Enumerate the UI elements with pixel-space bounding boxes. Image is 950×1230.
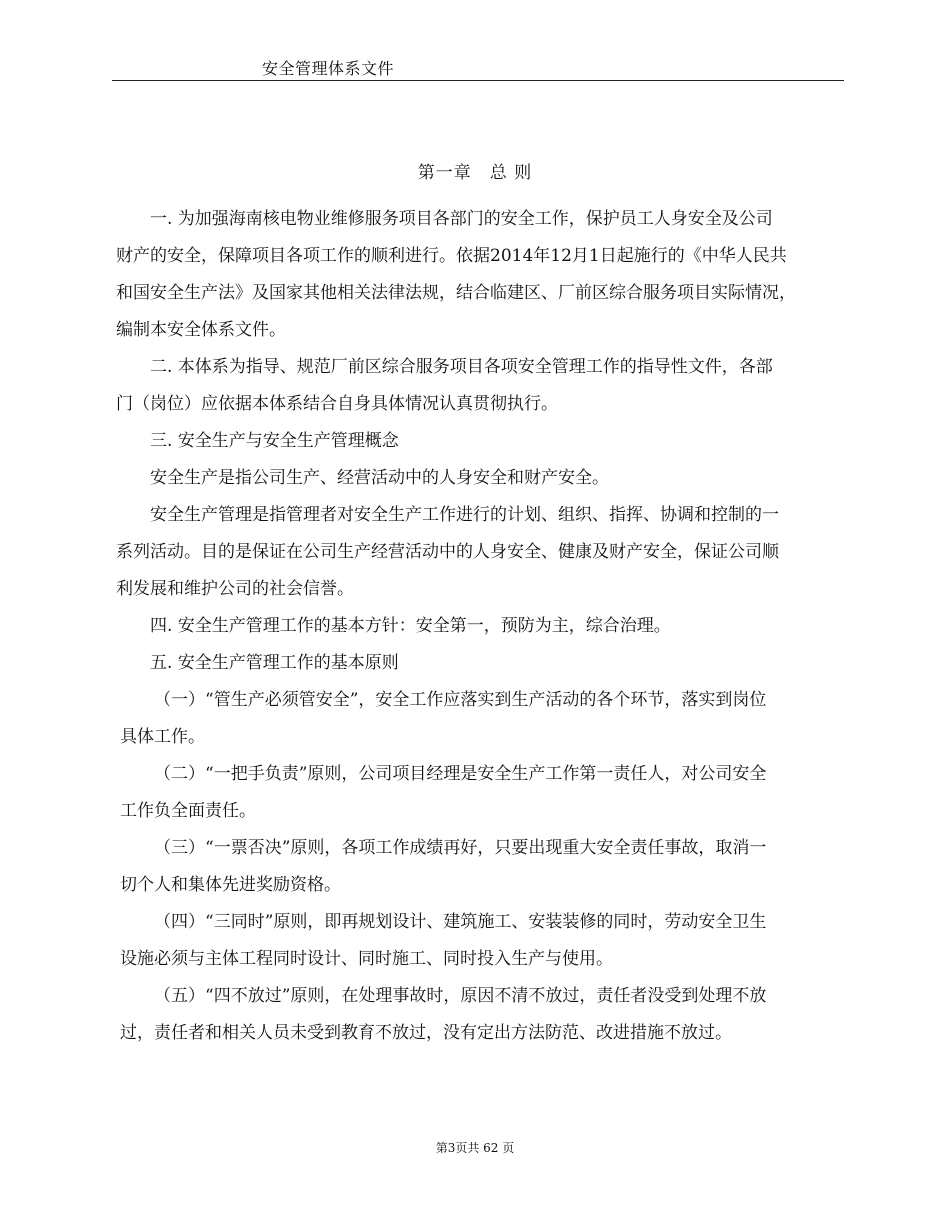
page-number: 第3页共 62 页 bbox=[435, 1141, 515, 1155]
text-line: 二. 本体系为指导、规范厂前区综合服务项目各项安全管理工作的指导性文件，各部 bbox=[150, 357, 773, 377]
text-line: 财产的安全，保障项目各项工作的顺利进行。依据2014年12月1日起施行的《中华人民共 bbox=[116, 246, 787, 266]
text-line: 过，责任者和相关人员未受到教育不放过，没有定出方法防范、改进措施不放过。 bbox=[120, 1023, 732, 1043]
text-line: 门（岗位）应依据本体系结合自身具体情况认真贯彻执行。 bbox=[116, 394, 558, 414]
text-line: 设施必须与主体工程同时设计、同时施工、同时投入生产与使用。 bbox=[120, 949, 613, 969]
text-line: 安全生产管理是指管理者对安全生产工作进行的计划、组织、指挥、协调和控制的一 bbox=[150, 505, 779, 525]
text-line: 利发展和维护公司的社会信誉。 bbox=[116, 579, 354, 599]
text-line: （三）“一票否决”原则，各项工作成绩再好，只要出现重大安全责任事故，取消一 bbox=[154, 838, 767, 858]
chapter-title: 第一章 总 则 bbox=[417, 163, 533, 183]
text-line: 一. 为加强海南核电物业维修服务项目各部门的安全工作，保护员工人身安全及公司 bbox=[150, 209, 773, 229]
header-divider bbox=[112, 80, 844, 81]
header-title: 安全管理体系文件 bbox=[262, 59, 395, 78]
text-line: 安全生产是指公司生产、经营活动中的人身安全和财产安全。 bbox=[150, 468, 609, 488]
text-line: 五. 安全生产管理工作的基本原则 bbox=[150, 653, 399, 673]
text-line: 四. 安全生产管理工作的基本方针：安全第一，预防为主，综合治理。 bbox=[150, 616, 671, 636]
text-line: 具体工作。 bbox=[120, 727, 205, 747]
text-line: （四）“三同时”原则，即再规划设计、建筑施工、安装装修的同时，劳动安全卫生 bbox=[154, 912, 767, 932]
text-line: （一）“管生产必须管安全”，安全工作应落实到生产活动的各个环节，落实到岗位 bbox=[154, 690, 767, 710]
text-line: 三. 安全生产与安全生产管理概念 bbox=[150, 431, 399, 451]
text-line: 系列活动。目的是保证在公司生产经营活动中的人身安全、健康及财产安全，保证公司顺 bbox=[116, 542, 779, 562]
text-line: （五）“四不放过”原则，在处理事故时，原因不清不放过，责任者没受到处理不放 bbox=[154, 986, 767, 1006]
text-line: （二）“一把手负责”原则，公司项目经理是安全生产工作第一责任人，对公司安全 bbox=[154, 764, 767, 784]
text-line: 和国安全生产法》及国家其他相关法律法规，结合临建区、厂前区综合服务项目实际情况， bbox=[116, 283, 796, 303]
text-line: 工作负全面责任。 bbox=[120, 801, 256, 821]
text-line: 编制本安全体系文件。 bbox=[116, 320, 286, 340]
text-line: 切个人和集体先进奖励资格。 bbox=[120, 875, 341, 895]
